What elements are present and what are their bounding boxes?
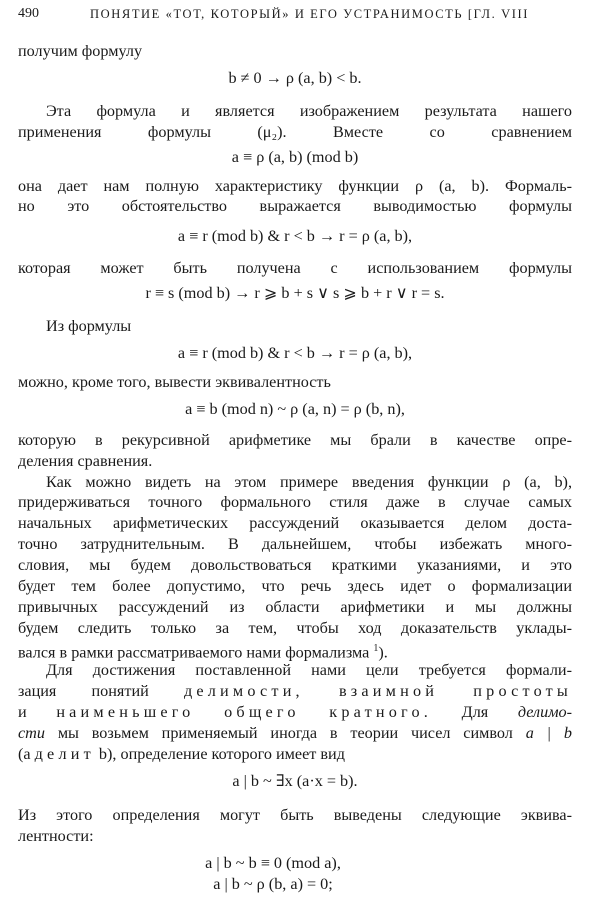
running-title: ПОНЯТИЕ «ТОТ, КОТОРЫЙ» И ЕГО УСТРАНИМОСТЬ [ГЛ. VIII	[90, 7, 530, 21]
italic-term: сти	[18, 724, 45, 742]
text-line: применения формулы (μ₂). Вместе со сравнением	[18, 123, 572, 141]
text-line	[18, 681, 572, 701]
formula: a ≡ r (mod b) & r < b → r = ρ (a, b),	[177, 227, 413, 245]
text-line: Как можно видеть на этом примере введения функции ρ (a, b),	[46, 473, 572, 491]
inline-formula: a | b	[525, 724, 573, 742]
spaced-term: делит	[34, 745, 95, 763]
running-header	[18, 6, 576, 26]
formula: a ≡ ρ (a, b) (mod b)	[231, 148, 359, 166]
text-line: она дает нам полную характеристику функции ρ (a, b). Формаль-	[18, 177, 572, 195]
text-line: которую в рекурсивной арифметике мы брали в качестве опре-	[18, 431, 572, 449]
footnote-reference[interactable]: 1	[373, 643, 379, 654]
text-line: Из формулы	[46, 317, 132, 335]
text-line: будет тем более допустимо, что речь здесь идет о формализации	[18, 577, 572, 595]
formula: a | b ~ ρ (b, a) = 0;	[213, 875, 333, 893]
formula: r ≡ s (mod b) → r ⩾ b + s ∨ s ⩾ b + r ∨ r = s.	[145, 284, 445, 302]
text-line: начальных арифметических рассуждений оказывается делом доста-	[18, 514, 572, 532]
text-line	[18, 744, 345, 764]
text-line: будем следить только за тем, чтобы ход доказательств уклады-	[18, 619, 572, 637]
page-number: 490	[18, 6, 39, 21]
text-line: которая может быть получена с использованием формулы	[18, 259, 572, 277]
text-line: но это обстоятельство выражается выводимостью формулы	[18, 197, 572, 215]
text-line: придерживаться точного формального стиля даже в случае самых	[18, 493, 572, 511]
spaced-term: наименьшего	[56, 703, 195, 721]
formula: a ≡ r (mod b) & r < b → r = ρ (a, b),	[177, 344, 413, 362]
text-line	[18, 723, 572, 743]
text-segment: вался в рамки рассматриваемого нами формализма	[18, 643, 370, 662]
text-segment: ).	[378, 643, 388, 662]
text-segment: и	[18, 703, 27, 721]
text-line	[18, 702, 572, 722]
formula: a ≡ b (mod n) ~ ρ (a, n) = ρ (b, n),	[185, 400, 405, 418]
italic-term: делимо-	[517, 703, 573, 721]
text-line: деления сравнения.	[18, 452, 153, 470]
text-segment: зация понятий	[18, 682, 149, 700]
text-segment: b), определение которого имеет вид	[98, 745, 345, 763]
text-line: словия, мы будем довольствоваться краткими указаниями, и это	[18, 556, 572, 574]
spaced-term: кратного.	[329, 703, 433, 721]
spaced-term: взаимной	[338, 682, 439, 700]
spaced-term: простоты	[473, 682, 573, 700]
text-line: точно затруднительным. В дальнейшем, чтобы избежать много-	[18, 535, 572, 553]
spaced-term: общего	[224, 703, 300, 721]
text-segment: (a	[18, 745, 31, 763]
text-line: привычных рассуждений из области арифметики и мы должны	[18, 598, 572, 616]
spaced-term: делимости,	[183, 682, 304, 700]
text-line: можно, кроме того, вывести эквивалентность	[18, 373, 331, 391]
text-line: Для достижения поставленной нами цели требуется формали-	[46, 661, 572, 679]
text-line	[18, 639, 388, 662]
text-line: лентности:	[18, 827, 94, 845]
text-segment: мы возьмем применяемый иногда в теории чисел символ	[57, 724, 513, 742]
text-line: Из этого определения могут быть выведены следующие эквива-	[18, 806, 572, 824]
formula: b ≠ 0 → ρ (a, b) < b.	[228, 69, 362, 87]
text-segment: Для	[461, 703, 489, 721]
text-line: получим формулу	[18, 42, 143, 60]
formula: a | b ~ b ≡ 0 (mod a),	[205, 854, 341, 872]
formula: a | b ~ ∃x (a·x = b).	[232, 772, 358, 790]
text-line: Эта формула и является изображением результата нашего	[46, 102, 572, 120]
